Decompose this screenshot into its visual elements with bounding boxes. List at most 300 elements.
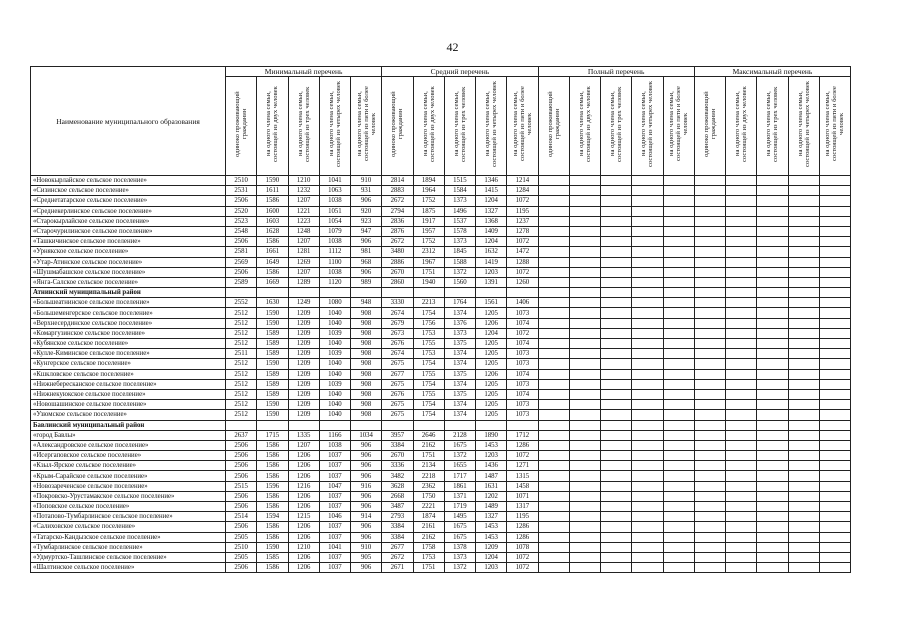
value-cell: 1586: [257, 196, 288, 206]
value-cell: 1204: [476, 552, 507, 562]
municipality-name: «Комаргузинское сельское поселение»: [31, 328, 226, 338]
value-cell: [601, 176, 632, 186]
value-cell: [632, 216, 663, 226]
value-cell: [663, 298, 694, 308]
value-cell: [788, 430, 819, 440]
value-cell: 1755: [413, 339, 444, 349]
value-cell: 1596: [257, 481, 288, 491]
value-cell: 3957: [382, 430, 413, 440]
value-cell: 1372: [444, 267, 475, 277]
value-cell: [569, 318, 600, 328]
value-cell: [569, 552, 600, 562]
subcolumn-header-label: на одного члена семьи, состоящей из двух человек: [577, 86, 592, 162]
table-row: [31, 257, 851, 267]
subcolumn-header-label: на одного члена семьи, состоящей из четырех человек: [484, 81, 499, 167]
value-cell: 2213: [413, 298, 444, 308]
value-cell: 1040: [319, 339, 350, 349]
value-cell: [694, 349, 725, 359]
table-row: [31, 512, 851, 522]
value-cell: 1206: [288, 532, 319, 542]
value-cell: 1080: [319, 298, 350, 308]
value-cell: [726, 288, 757, 298]
value-cell: [694, 512, 725, 522]
value-cell: [757, 542, 788, 552]
value-cell: [632, 308, 663, 318]
value-cell: [569, 257, 600, 267]
value-cell: [694, 461, 725, 471]
value-cell: 914: [351, 512, 382, 522]
value-cell: 906: [351, 451, 382, 461]
value-cell: [757, 410, 788, 420]
table-row: [31, 451, 851, 461]
value-cell: 1037: [319, 563, 350, 573]
data-table: [30, 66, 851, 573]
value-cell: [757, 216, 788, 226]
value-cell: [757, 237, 788, 247]
value-cell: 1368: [476, 216, 507, 226]
value-cell: [569, 237, 600, 247]
value-cell: 2520: [226, 206, 257, 216]
value-cell: 981: [351, 247, 382, 257]
value-cell: 1038: [319, 196, 350, 206]
value-cell: [538, 563, 569, 573]
value-cell: 2676: [382, 339, 413, 349]
value-cell: [788, 451, 819, 461]
value-cell: 906: [351, 267, 382, 277]
table-row: [31, 206, 851, 216]
value-cell: [257, 420, 288, 430]
value-cell: 1249: [288, 298, 319, 308]
value-cell: 1063: [319, 186, 350, 196]
subcolumn-header-label: на одного члена семьи, состоящей из двух человек: [734, 86, 749, 162]
value-cell: [788, 257, 819, 267]
value-cell: [694, 247, 725, 257]
value-cell: 1221: [288, 206, 319, 216]
value-cell: [663, 552, 694, 562]
table-row: [31, 216, 851, 226]
value-cell: [569, 461, 600, 471]
value-cell: [569, 532, 600, 542]
value-cell: 1374: [444, 349, 475, 359]
value-cell: [788, 389, 819, 399]
value-cell: [663, 196, 694, 206]
value-cell: [663, 563, 694, 573]
value-cell: [663, 481, 694, 491]
value-cell: 1585: [257, 552, 288, 562]
value-cell: [476, 420, 507, 430]
value-cell: [538, 430, 569, 440]
value-cell: 2162: [413, 440, 444, 450]
value-cell: 1034: [351, 430, 382, 440]
value-cell: [819, 430, 850, 440]
value-cell: [632, 288, 663, 298]
value-cell: 1207: [288, 237, 319, 247]
value-cell: [663, 186, 694, 196]
table-row: [31, 542, 851, 552]
table-row: [31, 502, 851, 512]
value-cell: [819, 349, 850, 359]
value-cell: [757, 328, 788, 338]
value-cell: [663, 237, 694, 247]
value-cell: [601, 186, 632, 196]
value-cell: [694, 176, 725, 186]
value-cell: 906: [351, 471, 382, 481]
table-row: [31, 552, 851, 562]
value-cell: 1209: [288, 359, 319, 369]
value-cell: 1758: [413, 542, 444, 552]
value-cell: 1206: [288, 461, 319, 471]
value-cell: [788, 206, 819, 216]
value-cell: [632, 542, 663, 552]
value-cell: 1753: [413, 349, 444, 359]
value-cell: 1237: [507, 216, 538, 226]
value-cell: [601, 389, 632, 399]
value-cell: 1750: [413, 491, 444, 501]
subcolumn-header-label: на одного члена семьи, состоящей из пяти и более человек: [511, 86, 533, 162]
value-cell: 3384: [382, 522, 413, 532]
value-cell: [694, 389, 725, 399]
value-cell: [632, 481, 663, 491]
value-cell: [601, 400, 632, 410]
value-cell: [569, 328, 600, 338]
value-cell: [694, 440, 725, 450]
value-cell: 1072: [507, 237, 538, 247]
value-cell: 989: [351, 277, 382, 287]
value-cell: 2506: [226, 522, 257, 532]
table-row: [31, 267, 851, 277]
value-cell: [819, 502, 850, 512]
value-cell: [788, 369, 819, 379]
subcolumn-header-label: на одного члена семьи, состоящей из четырех человек: [327, 81, 342, 167]
value-cell: [694, 420, 725, 430]
value-cell: 1586: [257, 532, 288, 542]
value-cell: 1205: [476, 379, 507, 389]
subcolumn-header: [507, 77, 538, 176]
municipality-name: «Среднетатарское сельское поселение»: [31, 196, 226, 206]
value-cell: [226, 288, 257, 298]
value-cell: [663, 400, 694, 410]
value-cell: 1561: [476, 298, 507, 308]
value-cell: 906: [351, 532, 382, 542]
value-cell: 2523: [226, 216, 257, 226]
value-cell: 1751: [413, 563, 444, 573]
value-cell: [601, 308, 632, 318]
value-cell: 1327: [476, 206, 507, 216]
value-cell: 906: [351, 491, 382, 501]
table-row: [31, 491, 851, 501]
value-cell: [538, 267, 569, 277]
value-cell: [757, 389, 788, 399]
value-cell: 1074: [507, 389, 538, 399]
value-cell: 1376: [444, 318, 475, 328]
value-cell: [663, 267, 694, 277]
subcolumn-header-label: на одного члена семьи, состоящей из трех человек: [452, 86, 467, 162]
value-cell: 1589: [257, 369, 288, 379]
municipality-name: «Новошашинское сельское поселение»: [31, 400, 226, 410]
value-cell: 1209: [288, 308, 319, 318]
value-cell: [757, 471, 788, 481]
value-cell: 2511: [226, 349, 257, 359]
value-cell: [757, 532, 788, 542]
value-cell: [788, 237, 819, 247]
value-cell: [601, 420, 632, 430]
value-cell: 1374: [444, 379, 475, 389]
value-cell: [601, 542, 632, 552]
value-cell: 1205: [476, 308, 507, 318]
value-cell: 1590: [257, 308, 288, 318]
value-cell: 1037: [319, 491, 350, 501]
value-cell: [726, 339, 757, 349]
value-cell: [757, 512, 788, 522]
value-cell: 1209: [288, 410, 319, 420]
value-cell: [601, 563, 632, 573]
value-cell: [601, 339, 632, 349]
value-cell: 1214: [507, 176, 538, 186]
value-cell: [726, 410, 757, 420]
value-cell: 1206: [476, 318, 507, 328]
value-cell: 2506: [226, 267, 257, 277]
value-cell: 1203: [476, 451, 507, 461]
value-cell: 908: [351, 308, 382, 318]
value-cell: 1628: [257, 226, 288, 236]
value-cell: 1406: [507, 298, 538, 308]
municipality-name: «Утар-Атинское сельское поселение»: [31, 257, 226, 267]
value-cell: [726, 522, 757, 532]
value-cell: [632, 328, 663, 338]
table-row: [31, 318, 851, 328]
value-cell: 1073: [507, 308, 538, 318]
value-cell: 2505: [226, 552, 257, 562]
municipality-name: «Узюмское сельское поселение»: [31, 410, 226, 420]
municipality-name: «Ташкичинское сельское поселение»: [31, 237, 226, 247]
value-cell: 908: [351, 410, 382, 420]
value-cell: 1271: [507, 461, 538, 471]
value-cell: 2670: [382, 267, 413, 277]
value-cell: [663, 410, 694, 420]
value-cell: 1375: [444, 339, 475, 349]
value-cell: 1040: [319, 318, 350, 328]
value-cell: 905: [351, 552, 382, 562]
value-cell: 2506: [226, 471, 257, 481]
value-cell: [632, 247, 663, 257]
value-cell: [757, 308, 788, 318]
value-cell: 1752: [413, 196, 444, 206]
value-cell: [819, 461, 850, 471]
value-cell: [601, 257, 632, 267]
group-header: Полный перечень: [538, 67, 694, 77]
value-cell: [569, 176, 600, 186]
value-cell: [632, 298, 663, 308]
value-cell: 908: [351, 369, 382, 379]
value-cell: 1957: [413, 226, 444, 236]
value-cell: 2548: [226, 226, 257, 236]
value-cell: [319, 288, 350, 298]
value-cell: [757, 359, 788, 369]
value-cell: [601, 410, 632, 420]
value-cell: [726, 237, 757, 247]
value-cell: 1335: [288, 430, 319, 440]
value-cell: 1204: [476, 237, 507, 247]
value-cell: [694, 481, 725, 491]
value-cell: [788, 552, 819, 562]
value-cell: [757, 502, 788, 512]
value-cell: 1232: [288, 186, 319, 196]
value-cell: [632, 563, 663, 573]
value-cell: 1195: [507, 206, 538, 216]
value-cell: [757, 420, 788, 430]
value-cell: [288, 288, 319, 298]
subcolumn-header: [819, 77, 850, 176]
value-cell: 2512: [226, 400, 257, 410]
value-cell: [288, 420, 319, 430]
group-header: Максимальный перечень: [694, 67, 850, 77]
value-cell: 1875: [413, 206, 444, 216]
value-cell: 1216: [288, 481, 319, 491]
value-cell: 1590: [257, 318, 288, 328]
municipality-name: «Верхнесердинское сельское поселение»: [31, 318, 226, 328]
value-cell: [819, 542, 850, 552]
value-cell: [601, 359, 632, 369]
value-cell: 1630: [257, 298, 288, 308]
value-cell: 2673: [382, 328, 413, 338]
value-cell: 1373: [444, 552, 475, 562]
value-cell: 1655: [444, 461, 475, 471]
municipality-name: «Поповское сельское поселение»: [31, 502, 226, 512]
value-cell: 1590: [257, 410, 288, 420]
table-row: [31, 176, 851, 186]
value-cell: [726, 298, 757, 308]
value-cell: [726, 542, 757, 552]
table-row: [31, 471, 851, 481]
value-cell: [663, 389, 694, 399]
value-cell: [788, 339, 819, 349]
value-cell: 1072: [507, 451, 538, 461]
value-cell: 1753: [413, 328, 444, 338]
value-cell: 1515: [444, 176, 475, 186]
value-cell: 1205: [476, 410, 507, 420]
value-cell: 1560: [444, 277, 475, 287]
municipality-name: «Кунгерское сельское поселение»: [31, 359, 226, 369]
value-cell: 3384: [382, 440, 413, 450]
value-cell: [726, 257, 757, 267]
value-cell: 1074: [507, 339, 538, 349]
subcolumn-header-label: на одного члена семьи, состоящей из трех человек: [609, 86, 624, 162]
value-cell: [538, 339, 569, 349]
value-cell: 2505: [226, 532, 257, 542]
value-cell: [788, 298, 819, 308]
value-cell: [569, 389, 600, 399]
value-cell: [726, 247, 757, 257]
municipality-name: «Новозареченское сельское поселение»: [31, 481, 226, 491]
value-cell: 1112: [319, 247, 350, 257]
value-cell: 2675: [382, 400, 413, 410]
value-cell: [757, 277, 788, 287]
value-cell: 2221: [413, 502, 444, 512]
value-cell: [726, 277, 757, 287]
value-cell: 2512: [226, 328, 257, 338]
value-cell: [507, 288, 538, 298]
value-cell: [757, 491, 788, 501]
value-cell: 1754: [413, 400, 444, 410]
value-cell: 1755: [413, 389, 444, 399]
value-cell: [788, 288, 819, 298]
value-cell: 1206: [476, 369, 507, 379]
value-cell: [569, 267, 600, 277]
value-cell: 1496: [444, 206, 475, 216]
value-cell: 2675: [382, 379, 413, 389]
value-cell: [819, 532, 850, 542]
value-cell: [788, 247, 819, 257]
value-cell: [538, 298, 569, 308]
value-cell: 2668: [382, 491, 413, 501]
value-cell: 3487: [382, 502, 413, 512]
value-cell: 1037: [319, 552, 350, 562]
value-cell: 2512: [226, 379, 257, 389]
value-cell: [819, 206, 850, 216]
value-cell: 1669: [257, 277, 288, 287]
value-cell: 2674: [382, 308, 413, 318]
value-cell: 1100: [319, 257, 350, 267]
value-cell: [819, 410, 850, 420]
value-cell: [663, 461, 694, 471]
value-cell: [569, 216, 600, 226]
value-cell: [757, 400, 788, 410]
value-cell: 2512: [226, 359, 257, 369]
value-cell: [601, 206, 632, 216]
value-cell: [632, 206, 663, 216]
value-cell: [663, 206, 694, 216]
value-cell: 916: [351, 481, 382, 491]
value-cell: [694, 542, 725, 552]
value-cell: [538, 186, 569, 196]
value-cell: 1845: [444, 247, 475, 257]
value-cell: 2512: [226, 308, 257, 318]
value-cell: [663, 420, 694, 430]
value-cell: [351, 288, 382, 298]
value-cell: [788, 267, 819, 277]
value-cell: [538, 471, 569, 481]
value-cell: 1041: [319, 176, 350, 186]
value-cell: [757, 349, 788, 359]
value-cell: [538, 491, 569, 501]
value-cell: [757, 267, 788, 277]
value-cell: 2589: [226, 277, 257, 287]
value-cell: 1260: [507, 277, 538, 287]
value-cell: 1072: [507, 328, 538, 338]
value-cell: [476, 288, 507, 298]
value-cell: [538, 176, 569, 186]
value-cell: [569, 196, 600, 206]
value-cell: [694, 328, 725, 338]
value-cell: [694, 206, 725, 216]
value-cell: 1037: [319, 471, 350, 481]
value-cell: [569, 339, 600, 349]
value-cell: 1589: [257, 339, 288, 349]
value-cell: [601, 237, 632, 247]
municipality-name: «Большеатнинское сельское поселение»: [31, 298, 226, 308]
value-cell: 2512: [226, 369, 257, 379]
value-cell: 2677: [382, 369, 413, 379]
value-cell: [788, 410, 819, 420]
value-cell: 1374: [444, 410, 475, 420]
municipality-name: «Янга-Салское сельское поселение»: [31, 277, 226, 287]
value-cell: 2512: [226, 318, 257, 328]
value-cell: [538, 440, 569, 450]
value-cell: [757, 257, 788, 267]
value-cell: [694, 298, 725, 308]
value-cell: [694, 451, 725, 461]
value-cell: [632, 522, 663, 532]
